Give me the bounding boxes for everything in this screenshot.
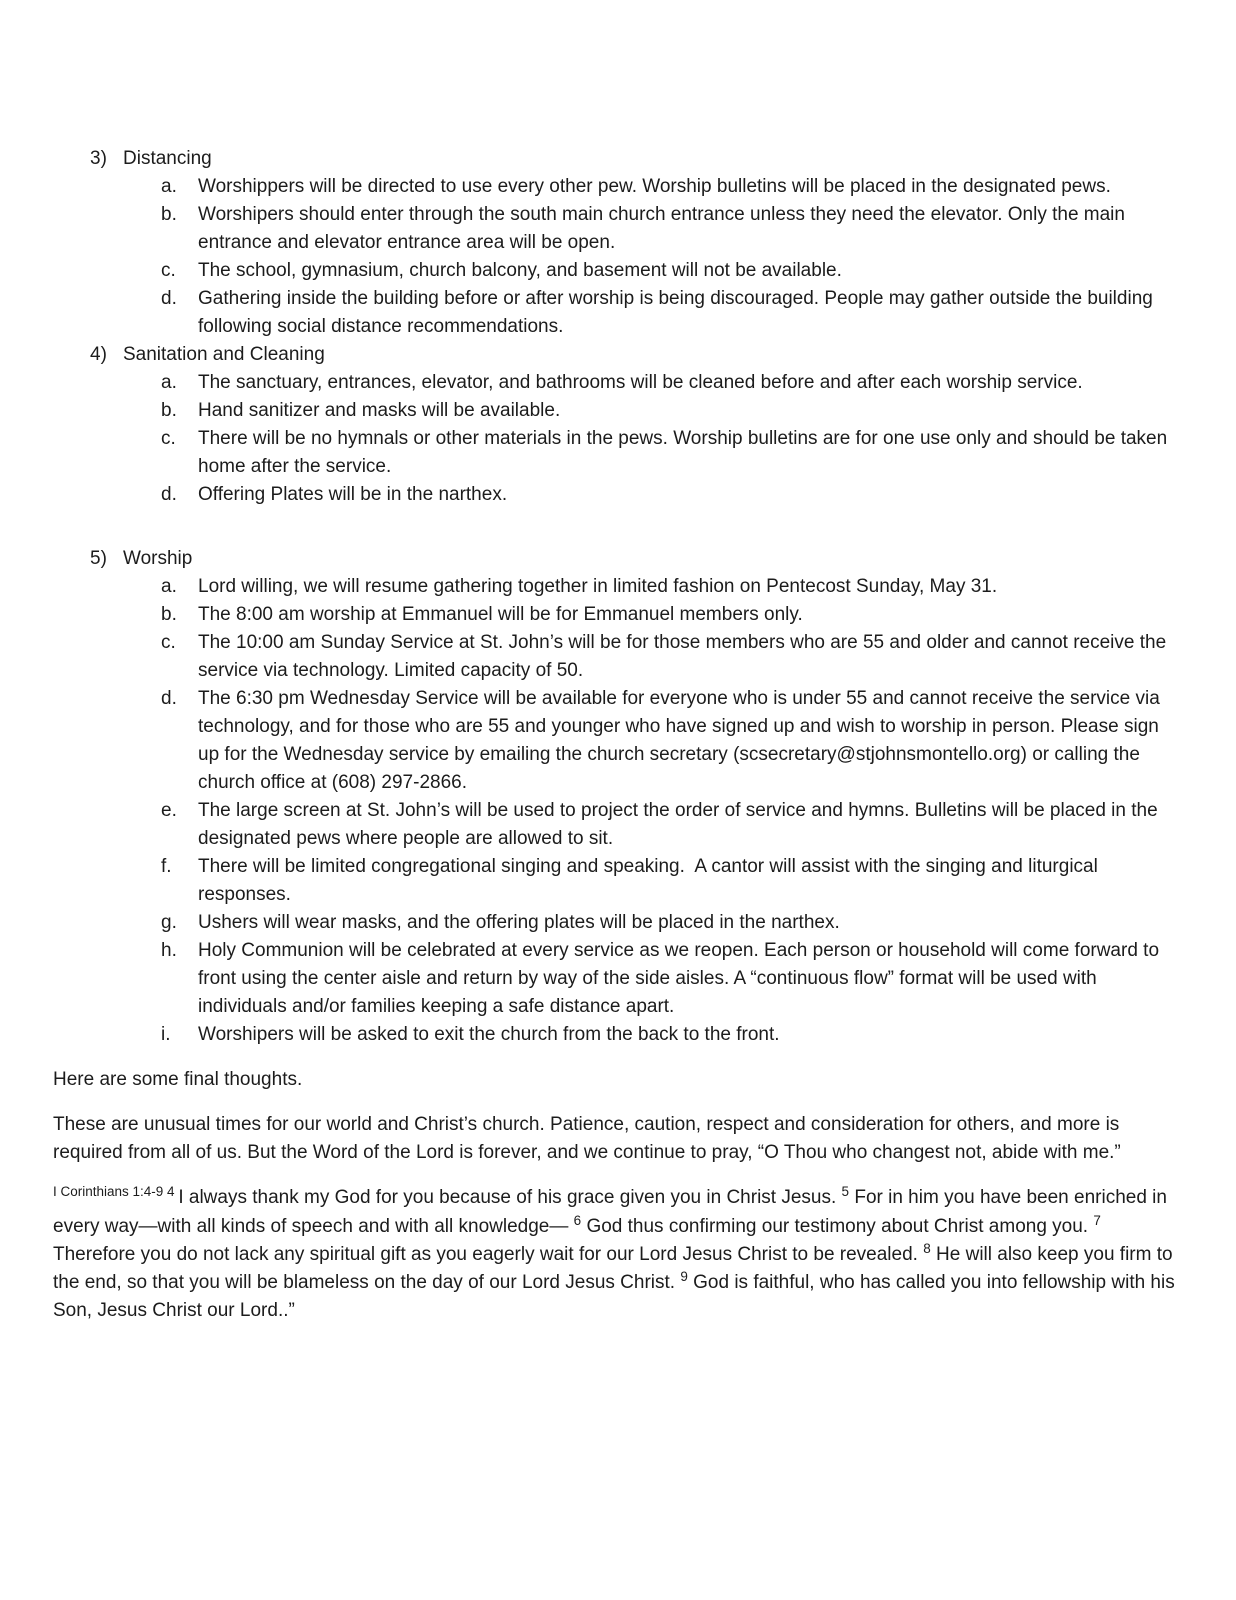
item-text: The 10:00 am Sunday Service at St. John’s will be for those members who are 55 and older and cannot receive the service via technology. Limited capacity of 50. xyxy=(198,632,1172,681)
item-letter: b. xyxy=(161,604,177,625)
list-item xyxy=(53,601,1180,629)
list-item xyxy=(53,573,1180,601)
item-text: Holy Communion will be celebrated at every service as we reopen. Each person or household will come forward to front using the center aisle and return by way of the side aisles. A “continuous flow” format will be used with individuals and/or families keeping a safe distance apart. xyxy=(198,940,1165,1017)
item-text: Hand sanitizer and masks will be available. xyxy=(198,400,561,421)
list-item xyxy=(53,397,1180,425)
final-thoughts-paragraph: These are unusual times for our world and Christ’s church. Patience, caution, respect and consideration for others, and more is required from all of us. But the Word of the Lord is forever, and we continue to pray, “O Thou who changest not, abide with me.” xyxy=(53,1114,1125,1163)
scripture-reference: I Corinthians 1:4-9 4 xyxy=(53,1184,179,1199)
list-item xyxy=(53,425,1180,481)
scripture-verse-text: For in him you have been enriched in every way—with all kinds of speech and with all knowledge— xyxy=(53,1187,1167,1237)
verse-number-superscript: 7 xyxy=(1093,1213,1101,1228)
scripture-verse-text: God is faithful, who has called you into fellowship with his Son, Jesus Christ our Lord..” xyxy=(53,1272,1175,1321)
item-text: The 8:00 am worship at Emmanuel will be for Emmanuel members only. xyxy=(198,604,803,625)
scripture-verse-text: He will also keep you firm to the end, so that you will be blameless on the day of our Lord Jesus Christ. xyxy=(53,1244,1173,1293)
list-item xyxy=(53,201,1180,257)
list-item xyxy=(53,1021,1180,1049)
item-letter: c. xyxy=(161,428,176,449)
scripture-verse-text: Therefore you do not lack any spiritual gift as you eagerly wait for our Lord Jesus Christ to be revealed. xyxy=(53,1244,924,1265)
item-letter: c. xyxy=(161,260,176,281)
list-item xyxy=(53,797,1180,853)
item-letter: d. xyxy=(161,484,177,505)
item-letter: e. xyxy=(161,800,177,821)
final-thoughts-intro: Here are some final thoughts. xyxy=(53,1069,303,1090)
verse-number-superscript: 6 xyxy=(573,1213,582,1228)
section-title: Sanitation and Cleaning xyxy=(123,344,325,365)
item-letter: d. xyxy=(161,688,177,709)
verse-number-superscript: 5 xyxy=(841,1184,850,1199)
scripture-verse-text: I always thank my God for you because of his grace given you in Christ Jesus. xyxy=(178,1187,842,1208)
item-text: The school, gymnasium, church balcony, and basement will not be available. xyxy=(198,260,842,281)
item-text: There will be no hymnals or other materials in the pews. Worship bulletins are for one use only and should be taken home after the service. xyxy=(198,428,1173,477)
item-text: There will be limited congregational singing and speaking. A cantor will assist with the singing and liturgical responses. xyxy=(198,856,1104,905)
item-letter: i. xyxy=(161,1024,171,1045)
list-item xyxy=(53,285,1180,341)
list-item xyxy=(53,369,1180,397)
list-item xyxy=(53,173,1180,201)
list-item xyxy=(53,853,1180,909)
verse-number-superscript: 8 xyxy=(923,1241,931,1256)
item-text: Worshipers will be asked to exit the church from the back to the front. xyxy=(198,1024,780,1045)
scripture-verse-text: God thus confirming our testimony about Christ among you. xyxy=(581,1216,1094,1237)
list-item xyxy=(53,937,1180,1021)
item-text: The 6:30 pm Wednesday Service will be available for everyone who is under 55 and cannot receive the service via technology, and for those who are 55 and younger who have signed up and wish to worship in person. Please sign up for the Wednesday service by emailing the church secretary (scsecretary@stjohnsmontello.org) or calling the church office at (608) 297-2866. xyxy=(198,688,1166,793)
section-number: 4) xyxy=(90,344,107,365)
item-text: Worshippers will be directed to use every other pew. Worship bulletins will be placed in the designated pews. xyxy=(198,176,1111,197)
item-text: Gathering inside the building before or after worship is being discouraged. People may gather outside the building following social distance recommendations. xyxy=(198,288,1159,337)
item-text: Offering Plates will be in the narthex. xyxy=(198,484,508,505)
list-item xyxy=(53,629,1180,685)
list-item xyxy=(53,257,1180,285)
verse-number-superscript: 9 xyxy=(680,1269,688,1284)
section-number: 3) xyxy=(90,148,107,169)
item-letter: g. xyxy=(161,912,177,933)
item-letter: f. xyxy=(161,856,172,877)
item-letter: a. xyxy=(161,372,177,393)
list-item xyxy=(53,909,1180,937)
section-heading-distancing xyxy=(53,145,1180,173)
item-text: Worshipers should enter through the south main church entrance unless they need the elevator. Only the main entrance and elevator entrance area will be open. xyxy=(198,204,1131,253)
item-letter: a. xyxy=(161,576,177,597)
list-item xyxy=(53,685,1180,797)
section-heading-sanitation xyxy=(53,341,1180,369)
item-text: The large screen at St. John’s will be used to project the order of service and hymns. Bulletins will be placed in the designated pews where people are allowed to sit. xyxy=(198,800,1163,849)
item-text: Ushers will wear masks, and the offering plates will be placed in the narthex. xyxy=(198,912,840,933)
item-text: The sanctuary, entrances, elevator, and bathrooms will be cleaned before and after each worship service. xyxy=(198,372,1083,393)
section-heading-worship xyxy=(53,545,1180,573)
scripture-paragraph xyxy=(53,1184,1180,1325)
list-item xyxy=(53,481,1180,509)
item-letter: c. xyxy=(161,632,176,653)
item-letter: b. xyxy=(161,204,177,225)
item-letter: d. xyxy=(161,288,177,309)
item-text: Lord willing, we will resume gathering together in limited fashion on Pentecost Sunday, May 31. xyxy=(198,576,998,597)
section-number: 5) xyxy=(90,548,107,569)
section-title: Distancing xyxy=(123,148,212,169)
section-title: Worship xyxy=(123,548,193,569)
item-letter: h. xyxy=(161,940,177,961)
item-letter: b. xyxy=(161,400,177,421)
item-letter: a. xyxy=(161,176,177,197)
